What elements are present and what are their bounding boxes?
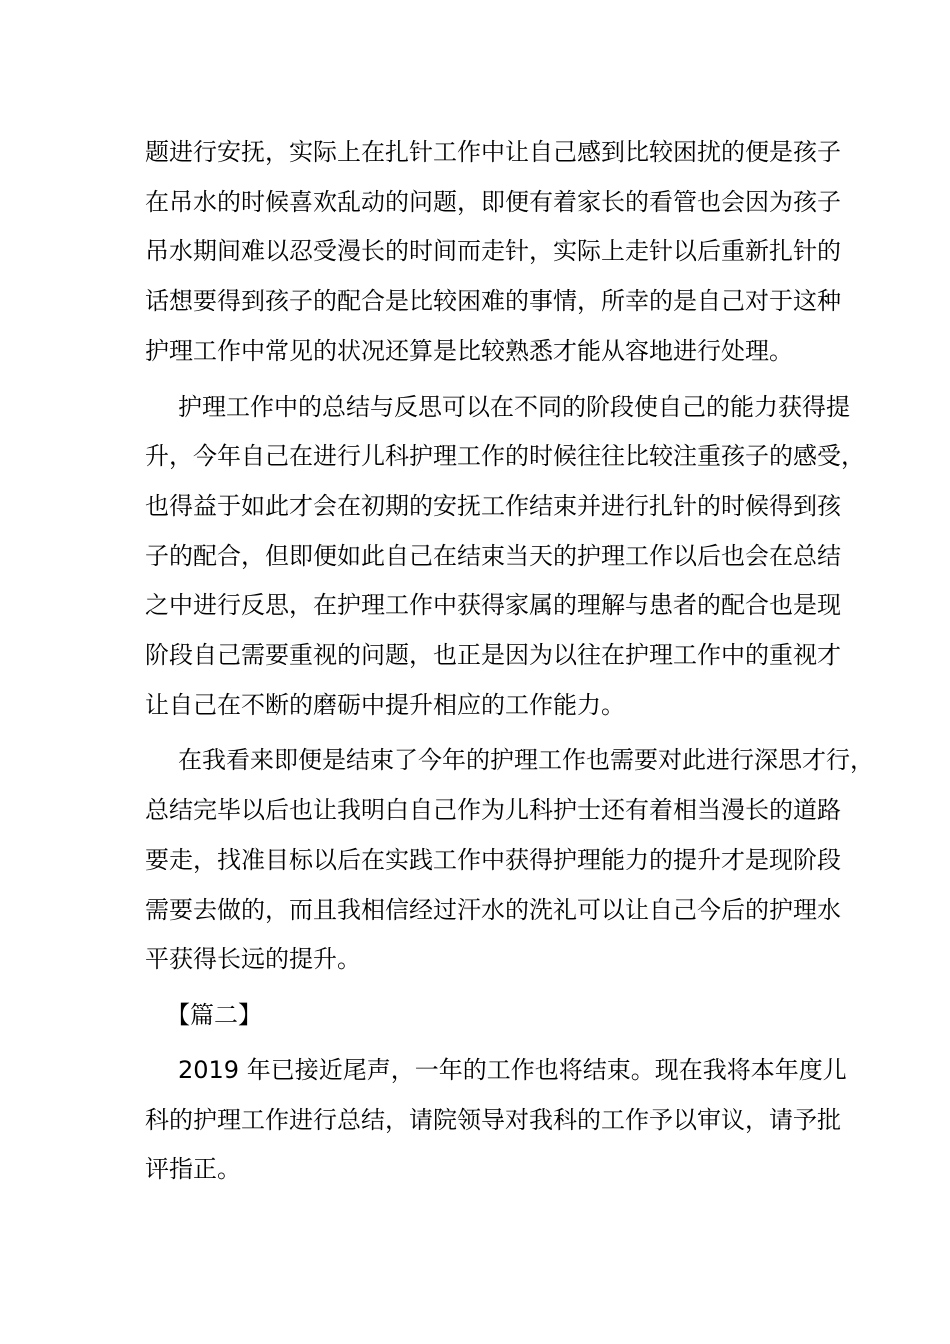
paragraph-5-line-2: 科的护理工作进行总结，请院领导对我科的工作予以审议，请予批 <box>145 1106 841 1134</box>
paragraph-1-line-5: 护理工作中常见的状况还算是比较熟悉才能从容地进行处理。 <box>145 337 793 365</box>
paragraph-2-line-7: 让自己在不断的磨砺中提升相应的工作能力。 <box>145 691 625 719</box>
paragraph-2-line-4: 子的配合，但即便如此自己在结束当天的护理工作以后也会在总结 <box>145 542 841 570</box>
paragraph-2-line-6: 阶段自己需要重视的问题，也正是因为以往在护理工作中的重视才 <box>145 641 841 669</box>
paragraph-2-line-2: 升，今年自己在进行儿科护理工作的时候往往比较注重孩子的感受， <box>145 442 865 470</box>
paragraph-5-line-3: 评指正。 <box>145 1155 241 1183</box>
paragraph-3-line-1: 在我看来即便是结束了今年的护理工作也需要对此进行深思才行， <box>178 746 874 774</box>
paragraph-3-line-4: 需要去做的，而且我相信经过汗水的洗礼可以让自己今后的护理水 <box>145 896 841 924</box>
paragraph-5-line-1: 2019 年已接近尾声，一年的工作也将结束。现在我将本年度儿 <box>178 1056 847 1084</box>
paragraph-1-line-2: 在吊水的时候喜欢乱动的问题，即便有着家长的看管也会因为孩子 <box>145 188 841 216</box>
paragraph-2-line-5: 之中进行反思，在护理工作中获得家属的理解与患者的配合也是现 <box>145 591 841 619</box>
paragraph-3-line-5: 平获得长远的提升。 <box>145 945 361 973</box>
paragraph-3-line-3: 要走，找准目标以后在实践工作中获得护理能力的提升才是现阶段 <box>145 846 841 874</box>
section-heading: 【篇二】 <box>166 1001 262 1029</box>
paragraph-2-line-3: 也得益于如此才会在初期的安抚工作结束并进行扎针的时候得到孩 <box>145 492 841 520</box>
paragraph-3-line-2: 总结完毕以后也让我明白自己作为儿科护士还有着相当漫长的道路 <box>145 796 841 824</box>
paragraph-1-line-3: 吊水期间难以忍受漫长的时间而走针，实际上走针以后重新扎针的 <box>145 237 841 265</box>
paragraph-1-line-4: 话想要得到孩子的配合是比较困难的事情，所幸的是自己对于这种 <box>145 287 841 315</box>
paragraph-1-line-1: 题进行安抚，实际上在扎针工作中让自己感到比较困扰的便是孩子 <box>145 138 841 166</box>
paragraph-2-line-1: 护理工作中的总结与反思可以在不同的阶段使自己的能力获得提 <box>178 393 850 421</box>
